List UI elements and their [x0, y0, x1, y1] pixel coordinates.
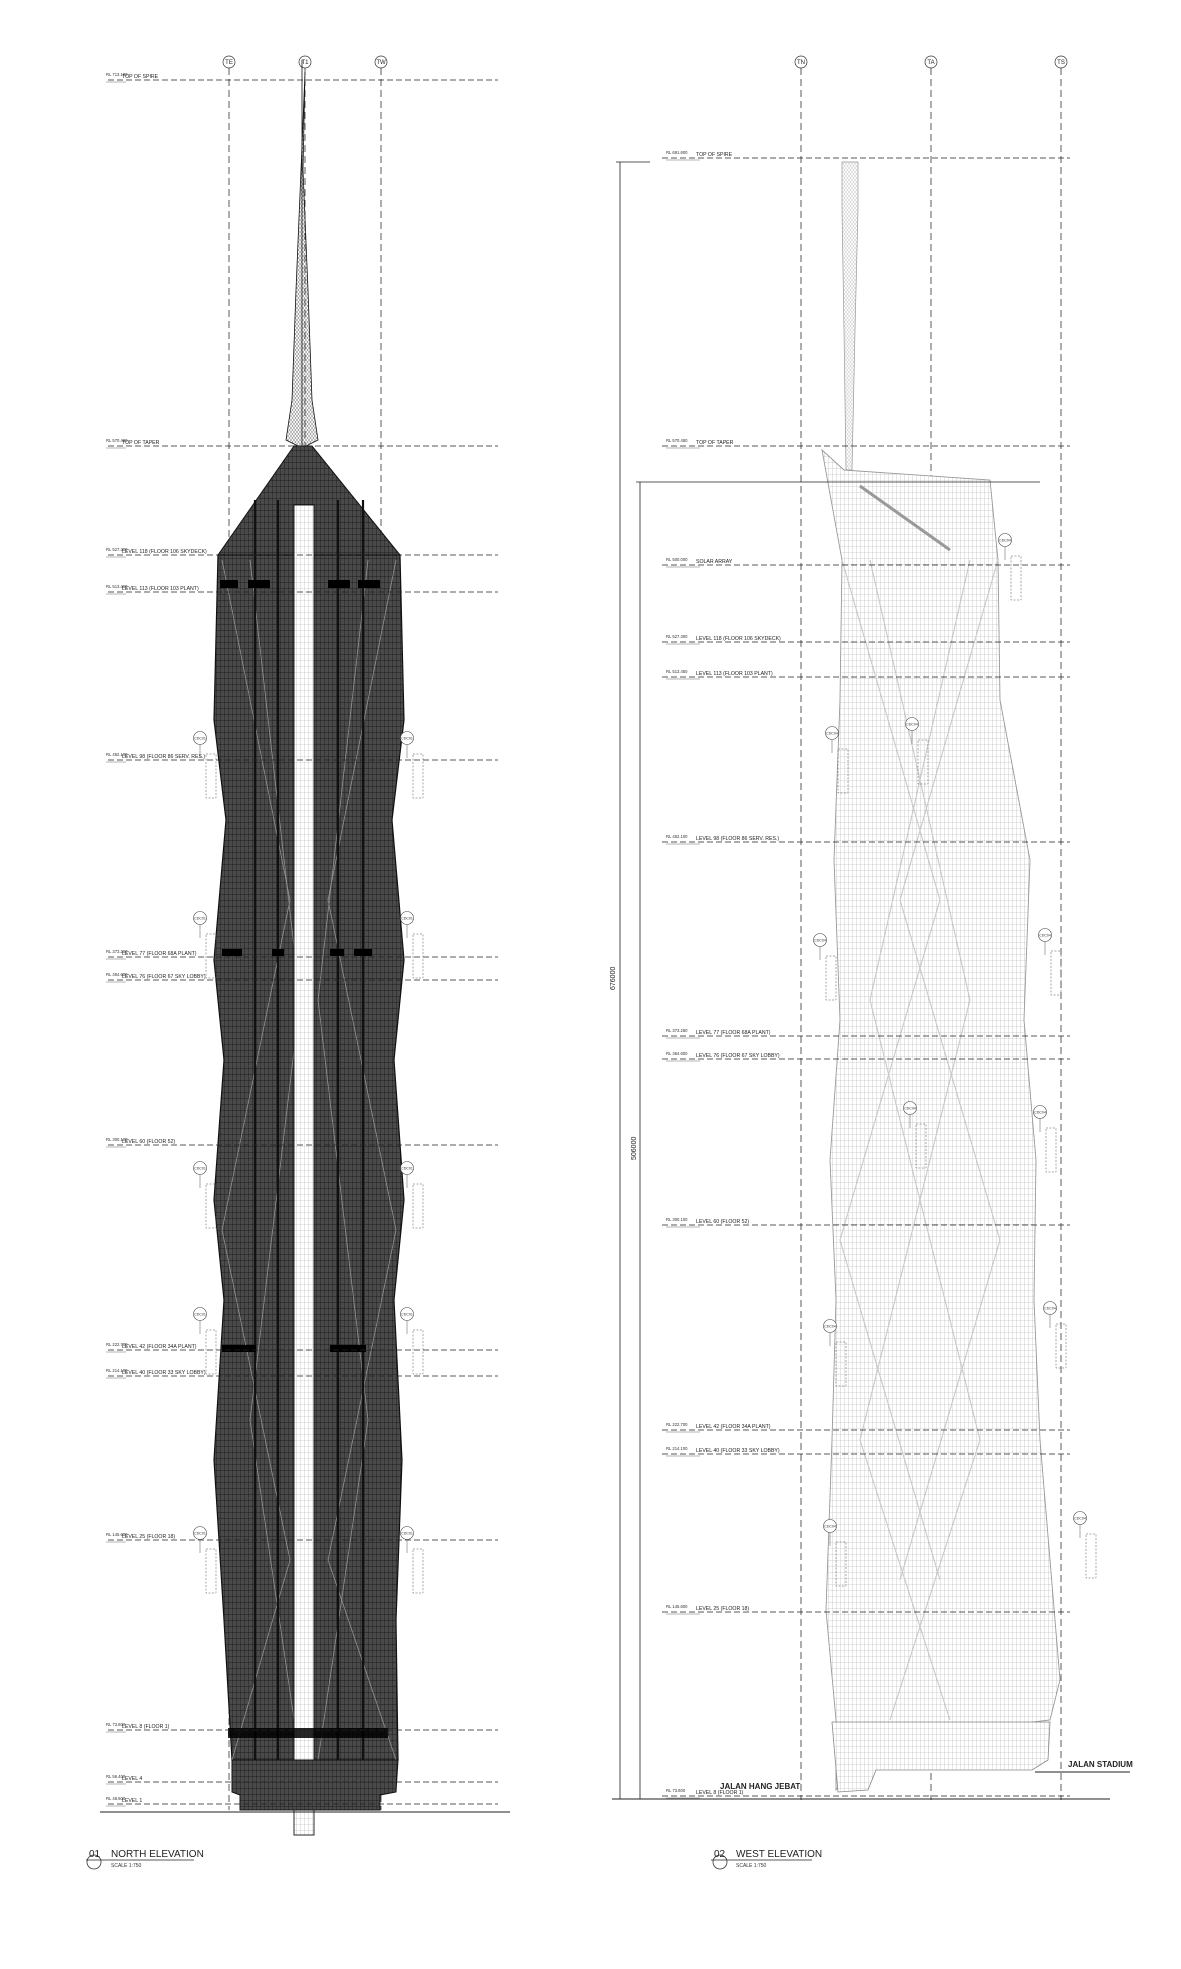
- level-rl: RL 713.100: [106, 72, 128, 77]
- level-rl: RL 222.700: [666, 1422, 688, 1427]
- detail-callout-box: [206, 1549, 216, 1593]
- level-rl: RL 364.600: [106, 972, 128, 977]
- level-label: TOP OF TAPER: [696, 440, 734, 446]
- detail-callout-label: CDC04: [904, 1106, 916, 1111]
- detail-callout-label: CDC04: [1039, 933, 1051, 938]
- level-rl: RL 373.250: [666, 1028, 688, 1033]
- detail-callout-label: CDC01: [194, 1531, 206, 1536]
- level-rl: RL 145.600: [666, 1604, 688, 1609]
- north-title: NORTH ELEVATION: [111, 1849, 204, 1860]
- grid-tag-ts: TS: [1057, 60, 1065, 66]
- level-label: LEVEL 118 (FLOOR 106 SKYDECK): [122, 549, 207, 555]
- west-title-number: 02: [714, 1849, 726, 1860]
- detail-callout-box: [413, 934, 423, 978]
- north-elevation: [86, 56, 510, 1869]
- level-rl: RL 500.000: [666, 557, 688, 562]
- detail-callout-label: CDC04: [1044, 1306, 1056, 1311]
- grid-tag-tn: TN: [797, 60, 805, 66]
- west-elevation: [610, 56, 1133, 1869]
- west-scale: SCALE 1:750: [736, 1863, 767, 1869]
- level-label: LEVEL 8 (FLOOR 1): [696, 1790, 744, 1796]
- detail-callout-box: [1011, 556, 1021, 600]
- level-rl: RL 527.300: [666, 634, 688, 639]
- level-rl: RL 462.100: [106, 752, 128, 757]
- detail-callout-label: CDC01: [401, 916, 413, 921]
- detail-callout-label: CDC01: [194, 916, 206, 921]
- level-label: LEVEL 4: [122, 1776, 143, 1782]
- street-jalan-hang-jebat: JALAN HANG JEBAT: [720, 1782, 801, 1791]
- level-rl: RL 462.100: [666, 834, 688, 839]
- level-rl: RL 513.450: [106, 584, 128, 589]
- level-label: LEVEL 25 (FLOOR 18): [122, 1534, 176, 1540]
- level-label: LEVEL 40 (FLOOR 33 SKY LOBBY): [696, 1448, 780, 1454]
- level-label: TOP OF SPIRE: [122, 74, 159, 80]
- grid-tag-te: TE: [225, 60, 233, 66]
- street-jalan-stadium: JALAN STADIUM: [1068, 1760, 1133, 1769]
- level-rl: RL 570.450: [666, 438, 688, 443]
- level-label: LEVEL 118 (FLOOR 106 SKYDECK): [696, 636, 781, 642]
- level-label: TOP OF TAPER: [122, 440, 160, 446]
- detail-callout-label: CDC01: [194, 1166, 206, 1171]
- level-rl: RL 300.100: [106, 1137, 128, 1142]
- level-rl: RL 73.600: [666, 1788, 686, 1793]
- grid-tag-ta: TA: [927, 60, 935, 66]
- west-podium: [832, 1722, 1050, 1792]
- level-rl: RL 73.600: [106, 1722, 126, 1727]
- detail-callout-label: CDC04: [824, 1324, 836, 1329]
- west-dimension-total: 676000: [610, 966, 617, 990]
- level-rl: RL 691.600: [666, 150, 688, 155]
- level-label: LEVEL 98 (FLOOR 86 SERV. RES.): [122, 754, 206, 760]
- detail-callout-box: [206, 754, 216, 798]
- detail-callout-label: CDC01: [401, 1166, 413, 1171]
- detail-callout-label: CDC04: [1074, 1516, 1086, 1521]
- detail-callout-box: [413, 754, 423, 798]
- north-scale: SCALE 1:750: [111, 1863, 142, 1869]
- level-rl: RL 48.600: [106, 1796, 126, 1801]
- detail-callout-box: [1046, 1128, 1056, 1172]
- level-label: LEVEL 113 (FLOOR 103 PLANT): [122, 586, 199, 592]
- level-label: LEVEL 60 (FLOOR 52): [696, 1219, 750, 1225]
- level-rl: RL 56.400: [106, 1774, 126, 1779]
- level-rl: RL 570.450: [106, 438, 128, 443]
- level-rl: RL 145.600: [106, 1532, 128, 1537]
- detail-callout-label: CDC04: [826, 731, 838, 736]
- level-label: LEVEL 77 (FLOOR 68A PLANT): [696, 1030, 771, 1036]
- detail-callout-label: CDC01: [401, 736, 413, 741]
- west-title: WEST ELEVATION: [736, 1849, 823, 1860]
- detail-callout-box: [413, 1330, 423, 1374]
- detail-callout-label: CDC01: [401, 1531, 413, 1536]
- level-label: TOP OF SPIRE: [696, 152, 733, 158]
- level-rl: RL 214.100: [106, 1368, 128, 1373]
- north-spire: [286, 60, 318, 448]
- level-label: LEVEL 42 (FLOOR 34A PLANT): [696, 1424, 771, 1430]
- level-label: LEVEL 1: [122, 1798, 143, 1804]
- level-label: SOLAR ARRAY: [696, 559, 733, 565]
- level-label: LEVEL 25 (FLOOR 18): [696, 1606, 750, 1612]
- detail-callout-label: CDC04: [824, 1524, 836, 1529]
- level-label: LEVEL 8 (FLOOR 1): [122, 1724, 170, 1730]
- detail-callout-box: [826, 956, 836, 1000]
- level-label: LEVEL 60 (FLOOR 52): [122, 1139, 176, 1145]
- west-tower-body: [822, 450, 1060, 1790]
- level-label: LEVEL 76 (FLOOR 67 SKY LOBBY): [122, 974, 206, 980]
- grid-tag-t1: T1: [301, 60, 309, 66]
- level-label: LEVEL 77 (FLOOR 68A PLANT): [122, 951, 197, 957]
- west-dimension-partial: 506000: [631, 1136, 638, 1160]
- level-rl: RL 300.100: [666, 1217, 688, 1222]
- north-podium: [232, 1760, 398, 1810]
- level-label: LEVEL 98 (FLOOR 86 SERV. RES.): [696, 836, 780, 842]
- detail-callout-label: CDC01: [401, 1312, 413, 1317]
- detail-callout-box: [413, 1184, 423, 1228]
- level-label: LEVEL 40 (FLOOR 33 SKY LOBBY): [122, 1370, 206, 1376]
- detail-callout-box: [1051, 951, 1061, 995]
- north-core: [294, 505, 314, 1835]
- level-rl: RL 513.450: [666, 669, 688, 674]
- west-spire: [842, 162, 858, 470]
- detail-callout-label: CDC01: [194, 736, 206, 741]
- level-label: LEVEL 113 (FLOOR 103 PLANT): [696, 671, 773, 677]
- north-title-number: 01: [89, 1849, 101, 1860]
- level-rl: RL 222.700: [106, 1342, 128, 1347]
- detail-callout-box: [206, 1330, 216, 1374]
- detail-callout-label: CDC04: [999, 538, 1011, 543]
- detail-callout-box: [413, 1549, 423, 1593]
- north-title-block: [86, 1849, 204, 1869]
- level-label: LEVEL 76 (FLOOR 67 SKY LOBBY): [696, 1053, 780, 1059]
- level-rl: RL 373.250: [106, 949, 128, 954]
- level-label: LEVEL 42 (FLOOR 34A PLANT): [122, 1344, 197, 1350]
- level-rl: RL 527.300: [106, 547, 128, 552]
- level-rl: RL 214.100: [666, 1446, 688, 1451]
- detail-callout-box: [1086, 1534, 1096, 1578]
- detail-callout-label: CDC04: [906, 722, 918, 727]
- detail-callout-label: CDC01: [194, 1312, 206, 1317]
- level-rl: RL 364.600: [666, 1051, 688, 1056]
- detail-callout-label: CDC04: [814, 938, 826, 943]
- grid-tag-tw: TW: [376, 60, 386, 66]
- west-title-block: [711, 1849, 822, 1869]
- detail-callout-label: CDC04: [1034, 1110, 1046, 1115]
